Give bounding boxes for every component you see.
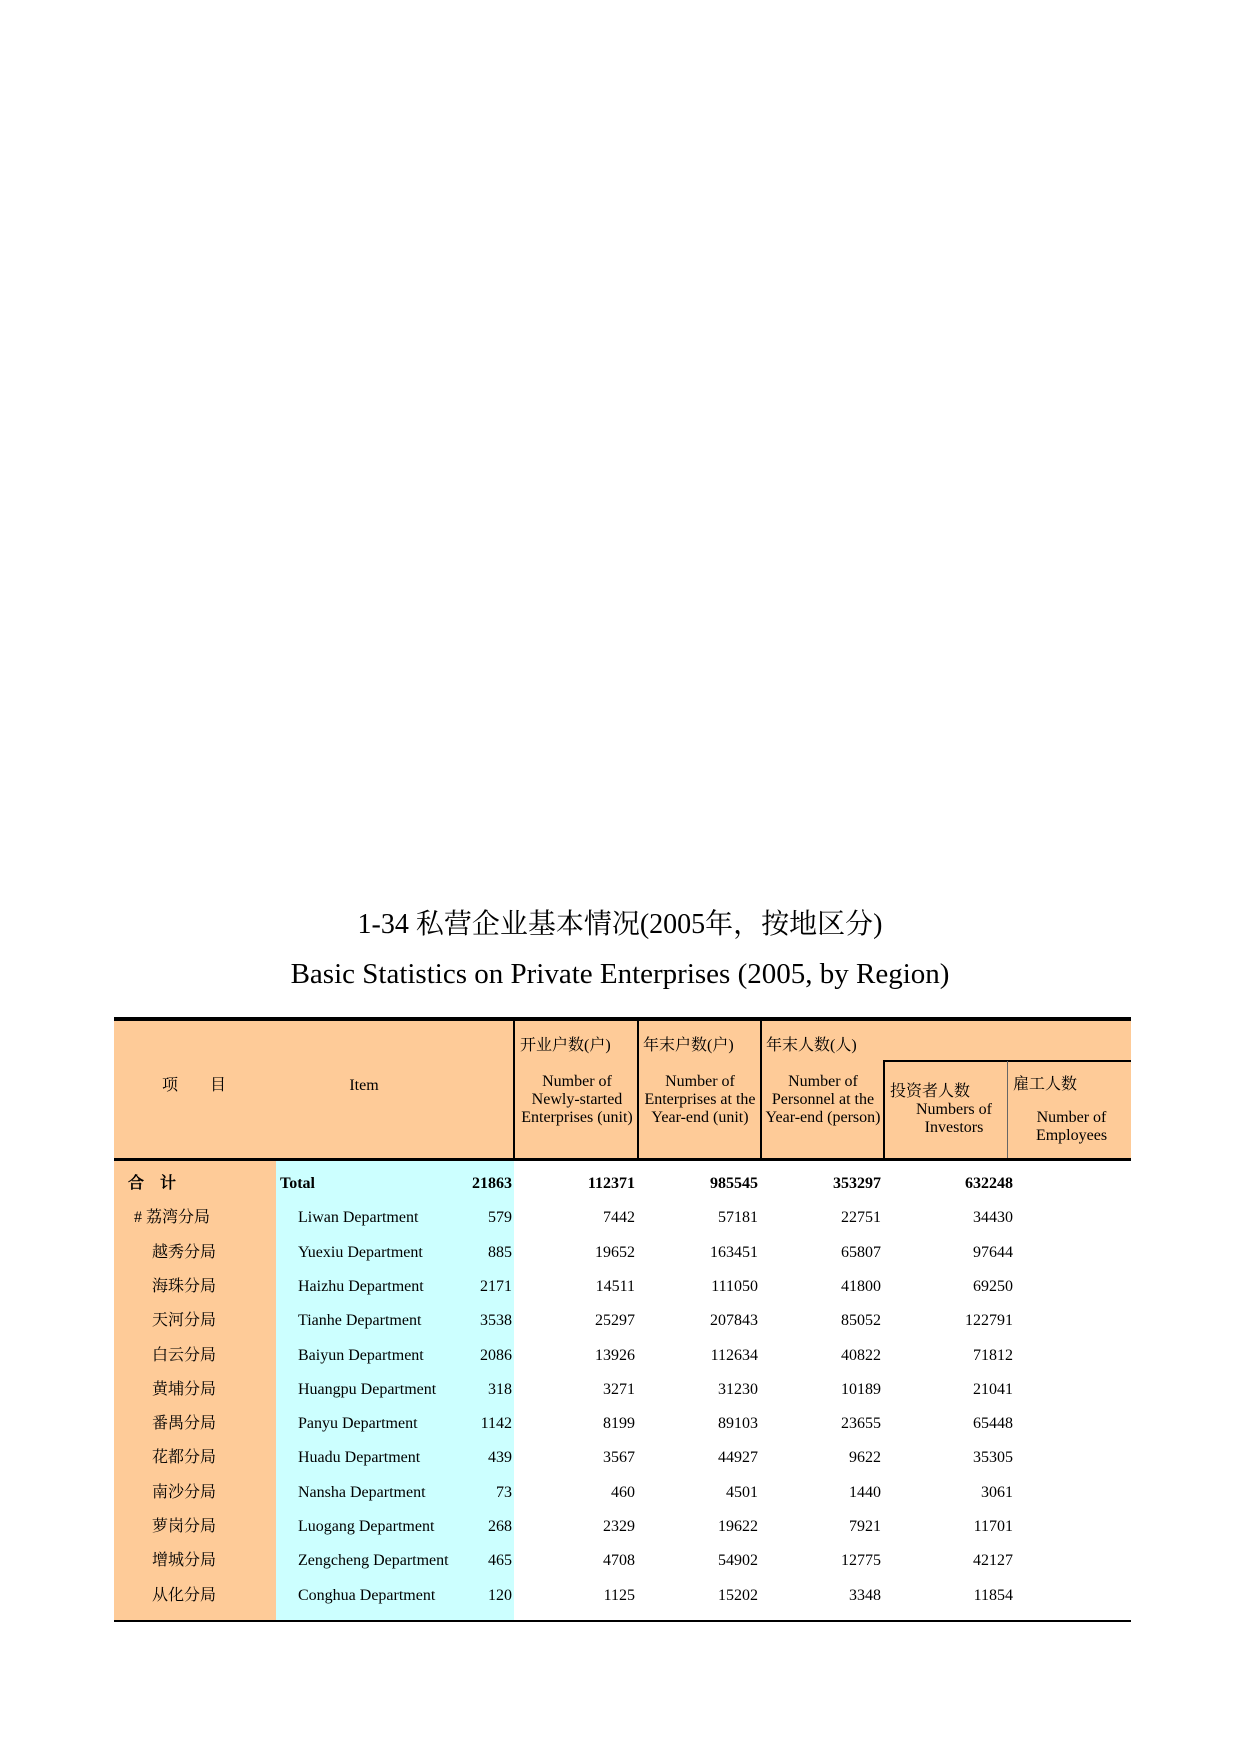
- table-row: [114, 1339, 1131, 1373]
- region-cn: 白云分局: [152, 1346, 217, 1364]
- table-row: [114, 1544, 1131, 1578]
- value-cell: 19622: [718, 1518, 758, 1535]
- value-cell: 3348: [849, 1586, 881, 1604]
- value-cell: 112634: [710, 1346, 758, 1364]
- value-cell: 85052: [841, 1312, 881, 1330]
- region-cn: 增城分局: [152, 1552, 217, 1570]
- title-english: Basic Statistics on Private Enterprises (2005, by Region): [290, 958, 950, 990]
- table-header: [114, 1021, 1131, 1161]
- value-cell: 21041: [973, 1380, 1013, 1398]
- value-cell: 439: [488, 1449, 512, 1467]
- value-cell: 12775: [841, 1552, 881, 1570]
- table-row: [114, 1304, 1131, 1338]
- value-cell: 460: [611, 1483, 635, 1501]
- value-cell: 13926: [595, 1346, 635, 1364]
- header-c3-en: Number of Personnel at the Year-end (person): [765, 1073, 881, 1126]
- region-cn: # 荔湾分局: [134, 1209, 211, 1227]
- value-cell: 42127: [973, 1552, 1013, 1570]
- table-row: [114, 1579, 1131, 1613]
- value-cell: 1142: [480, 1415, 512, 1433]
- value-cell: 885: [488, 1243, 512, 1261]
- header-c4-en: Numbers of Investors: [916, 1101, 992, 1136]
- table-row: [114, 1373, 1131, 1407]
- value-cell: 207843: [710, 1312, 758, 1330]
- region-en: Nansha Department: [298, 1483, 426, 1501]
- value-cell: 54902: [718, 1552, 758, 1570]
- value-cell: 7921: [849, 1518, 881, 1535]
- value-cell: 465: [488, 1552, 512, 1570]
- value-cell: 2329: [603, 1518, 635, 1535]
- value-cell: 163451: [710, 1243, 758, 1261]
- value-cell: 71812: [973, 1346, 1013, 1364]
- value-cell: 31230: [718, 1380, 758, 1398]
- header-item-en: Item: [349, 1077, 379, 1094]
- value-cell: 9622: [849, 1449, 881, 1467]
- region-cn: 黄埔分局: [152, 1380, 217, 1398]
- header-c2-en: Number of Enterprises at the Year-end (unit): [644, 1073, 756, 1126]
- value-cell: 7442: [603, 1209, 635, 1227]
- region-en: Huadu Department: [298, 1449, 421, 1467]
- value-cell: 65448: [973, 1415, 1013, 1433]
- value-cell: 73: [496, 1483, 512, 1501]
- divider: [637, 1021, 639, 1158]
- divider: [1007, 1061, 1008, 1158]
- value-cell: 579: [488, 1209, 512, 1227]
- region-en: Luogang Department: [298, 1518, 435, 1535]
- value-cell: 34430: [973, 1209, 1013, 1227]
- divider: [760, 1021, 762, 1158]
- header-c3-cn: 年末人数(人): [766, 1037, 857, 1054]
- header-c4-cn: 投资者人数: [890, 1083, 971, 1100]
- value-cell: 44927: [718, 1449, 758, 1467]
- region-en: Baiyun Department: [298, 1346, 424, 1364]
- value-cell: 19652: [595, 1243, 635, 1261]
- table-row: [114, 1510, 1131, 1544]
- header-c1-cn: 开业户数(户): [520, 1037, 611, 1054]
- header-c2-cn: 年末户数(户): [643, 1037, 734, 1054]
- value-cell: 65807: [841, 1243, 881, 1261]
- region-en: Total: [280, 1175, 315, 1192]
- table-row: [114, 1476, 1131, 1510]
- region-en: Huangpu Department: [298, 1380, 437, 1398]
- value-cell: 23655: [841, 1415, 881, 1433]
- value-cell: 111050: [711, 1277, 758, 1295]
- region-en: Haizhu Department: [298, 1277, 424, 1295]
- region-en: Liwan Department: [298, 1209, 419, 1227]
- value-cell: 21863: [472, 1175, 512, 1192]
- value-cell: 11701: [973, 1518, 1013, 1535]
- value-cell: 632248: [965, 1175, 1013, 1192]
- value-cell: 22751: [841, 1209, 881, 1227]
- value-cell: 25297: [595, 1312, 635, 1330]
- region-cn: 合 计: [128, 1175, 177, 1192]
- value-cell: 112371: [587, 1175, 635, 1192]
- value-cell: 69250: [973, 1277, 1013, 1295]
- header-c5-cn: 雇工人数: [1013, 1076, 1078, 1093]
- value-cell: 89103: [718, 1415, 758, 1433]
- value-cell: 122791: [965, 1312, 1013, 1330]
- value-cell: 4708: [603, 1552, 635, 1570]
- value-cell: 11854: [973, 1586, 1013, 1604]
- value-cell: 57181: [718, 1209, 758, 1227]
- header-c5-en: Number of Employees: [1035, 1109, 1108, 1144]
- region-en: Zengcheng Department: [298, 1552, 449, 1570]
- table-bottom-rule: [114, 1620, 1131, 1622]
- value-cell: 1125: [603, 1586, 635, 1604]
- value-cell: 10189: [841, 1380, 881, 1398]
- value-cell: 2171: [480, 1277, 512, 1295]
- value-cell: 985545: [710, 1175, 758, 1192]
- value-cell: 35305: [973, 1449, 1013, 1467]
- header-c1-en: Number of Newly-started Enterprises (unit): [521, 1073, 633, 1126]
- table-row: [114, 1441, 1131, 1475]
- header-item-cn: 项 目: [161, 1077, 226, 1094]
- value-cell: 3061: [981, 1483, 1013, 1501]
- value-cell: 15202: [718, 1586, 758, 1604]
- value-cell: 353297: [833, 1175, 881, 1192]
- divider: [883, 1061, 885, 1158]
- table-row: [114, 1407, 1131, 1441]
- value-cell: 2086: [480, 1346, 512, 1364]
- region-cn: 花都分局: [152, 1449, 217, 1467]
- table-row: [114, 1236, 1131, 1270]
- region-en: Tianhe Department: [298, 1312, 422, 1330]
- region-cn: 番禺分局: [152, 1415, 217, 1433]
- value-cell: 40822: [841, 1346, 881, 1364]
- value-cell: 14511: [595, 1277, 635, 1295]
- region-en: Yuexiu Department: [298, 1243, 423, 1261]
- divider: [513, 1021, 515, 1158]
- region-en: Conghua Department: [298, 1586, 436, 1604]
- region-cn: 从化分局: [152, 1586, 217, 1604]
- value-cell: 4501: [726, 1483, 758, 1501]
- value-cell: 3271: [603, 1380, 635, 1398]
- value-cell: 97644: [973, 1243, 1013, 1261]
- value-cell: 3538: [480, 1312, 512, 1330]
- value-cell: 268: [488, 1518, 512, 1535]
- value-cell: 120: [488, 1586, 512, 1604]
- table-row: [114, 1167, 1131, 1201]
- region-cn: 萝岗分局: [152, 1518, 217, 1535]
- value-cell: 41800: [841, 1277, 881, 1295]
- table-row: [114, 1201, 1131, 1235]
- region-cn: 越秀分局: [152, 1243, 217, 1261]
- value-cell: 8199: [603, 1415, 635, 1433]
- region-cn: 天河分局: [152, 1312, 217, 1330]
- table-row: [114, 1270, 1131, 1304]
- value-cell: 1440: [849, 1483, 881, 1501]
- region-cn: 南沙分局: [152, 1483, 217, 1501]
- title-chinese: 1-34 私营企业基本情况(2005年，按地区分): [357, 909, 883, 940]
- region-en: Panyu Department: [298, 1415, 418, 1433]
- value-cell: 3567: [603, 1449, 635, 1467]
- region-cn: 海珠分局: [152, 1277, 217, 1295]
- value-cell: 318: [488, 1380, 512, 1398]
